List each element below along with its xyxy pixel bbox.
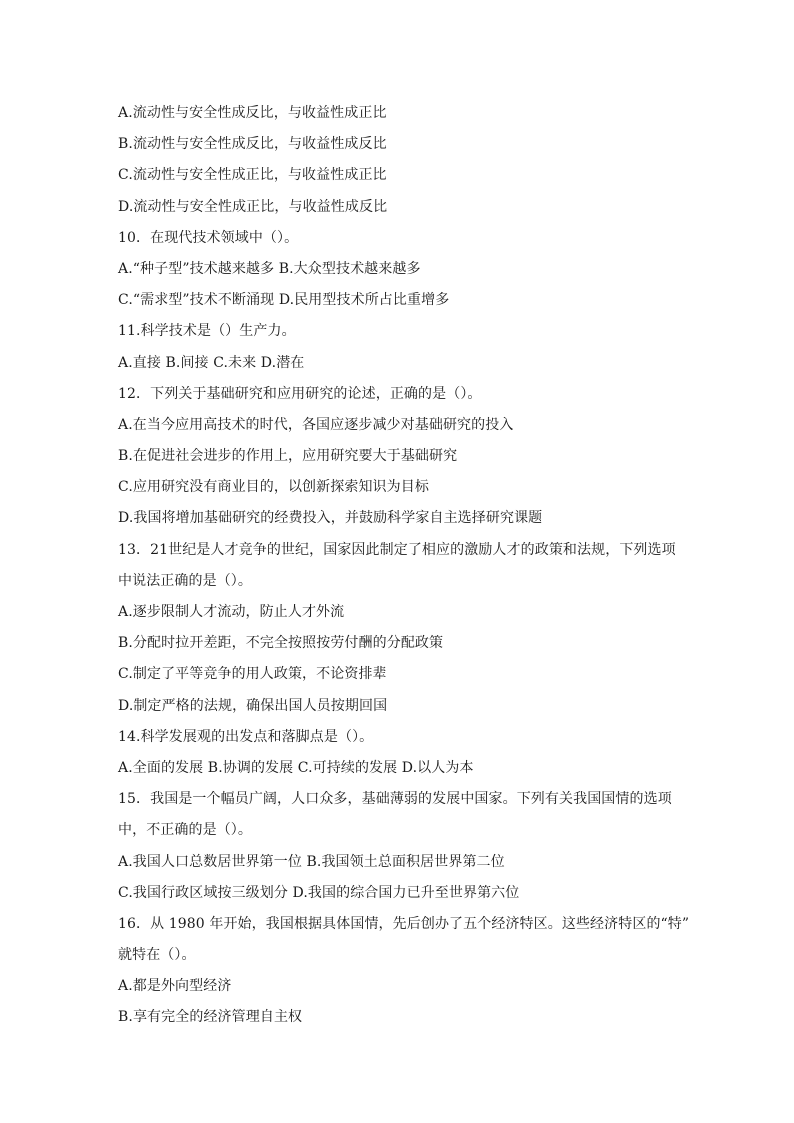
question-12: 12．下列关于基础研究和应用研究的论述，正确的是（）。 — [118, 385, 482, 402]
question-14-options: A.全面的发展 B.协调的发展 C.可持续的发展 D.以人为本 — [118, 759, 474, 776]
question-13-continued: 中说法正确的是（）。 — [118, 572, 252, 589]
question-10-options-cd: C.“需求型”技术不断涌现 D.民用型技术所占比重增多 — [118, 292, 450, 309]
question-13-option-c: C.制定了平等竞争的用人政策，不论资排辈 — [118, 666, 387, 683]
question-11-options: A.直接 B.间接 C.未来 D.潜在 — [118, 354, 305, 371]
question-11: 11.科学技术是（）生产力。 — [118, 323, 296, 340]
question-12-option-a: A.在当今应用高技术的时代，各国应逐步减少对基础研究的投入 — [118, 416, 514, 433]
question-16-option-b: B.享有完全的经济管理自主权 — [118, 1009, 303, 1026]
option-d-line: D.流动性与安全性成正比，与收益性成反比 — [118, 198, 388, 215]
question-13-option-d: D.制定严格的法规，确保出国人员按期回国 — [118, 697, 388, 714]
question-16-option-a: A.都是外向型经济 — [118, 978, 232, 995]
option-a-line: A.流动性与安全性成反比，与收益性成正比 — [118, 105, 387, 121]
question-10-options-ab: A.“种子型”技术越来越多 B.大众型技术越来越多 — [118, 260, 421, 277]
question-15-continued: 中，不正确的是（）。 — [118, 822, 252, 839]
question-12-option-b: B.在促进社会进步的作用上，应用研究要大于基础研究 — [118, 448, 458, 465]
question-13: 13．21世纪是人才竞争的世纪，国家因此制定了相应的激励人才的政策和法规，下列选项 — [118, 541, 676, 558]
option-b-line: B.流动性与安全性成反比，与收益性成反比 — [118, 136, 387, 153]
question-14: 14.科学发展观的出发点和落脚点是（）。 — [118, 728, 374, 745]
question-13-option-b: B.分配时拉开差距，不完全按照按劳付酬的分配政策 — [118, 635, 444, 652]
question-15: 15．我国是一个幅员广阔，人口众多，基础薄弱的发展中国家。下列有关我国国情的选项 — [118, 791, 672, 808]
question-13-option-a: A.逐步限制人才流动，防止人才外流 — [118, 604, 345, 620]
question-text-block — [118, 101, 690, 1037]
question-12-option-c: C.应用研究没有商业目的，以创新探索知识为目标 — [118, 479, 429, 496]
question-16: 16．从 1980 年开始，我国根据具体国情，先后创办了五个经济特区。这些经济特区的“特” — [118, 915, 690, 932]
question-10: 10．在现代技术领域中（）。 — [118, 229, 299, 246]
question-15-options-cd: C.我国行政区域按三级划分 D.我国的综合国力已升至世界第六位 — [118, 884, 520, 901]
question-12-option-d: D.我国将增加基础研究的经费投入，并鼓励科学家自主选择研究课题 — [118, 510, 543, 527]
option-c-line: C.流动性与安全性成正比，与收益性成正比 — [118, 167, 387, 184]
question-15-options-ab: A.我国人口总数居世界第一位 B.我国领土总面积居世界第二位 — [118, 853, 505, 870]
question-16-continued: 就特在（）。 — [118, 947, 196, 964]
